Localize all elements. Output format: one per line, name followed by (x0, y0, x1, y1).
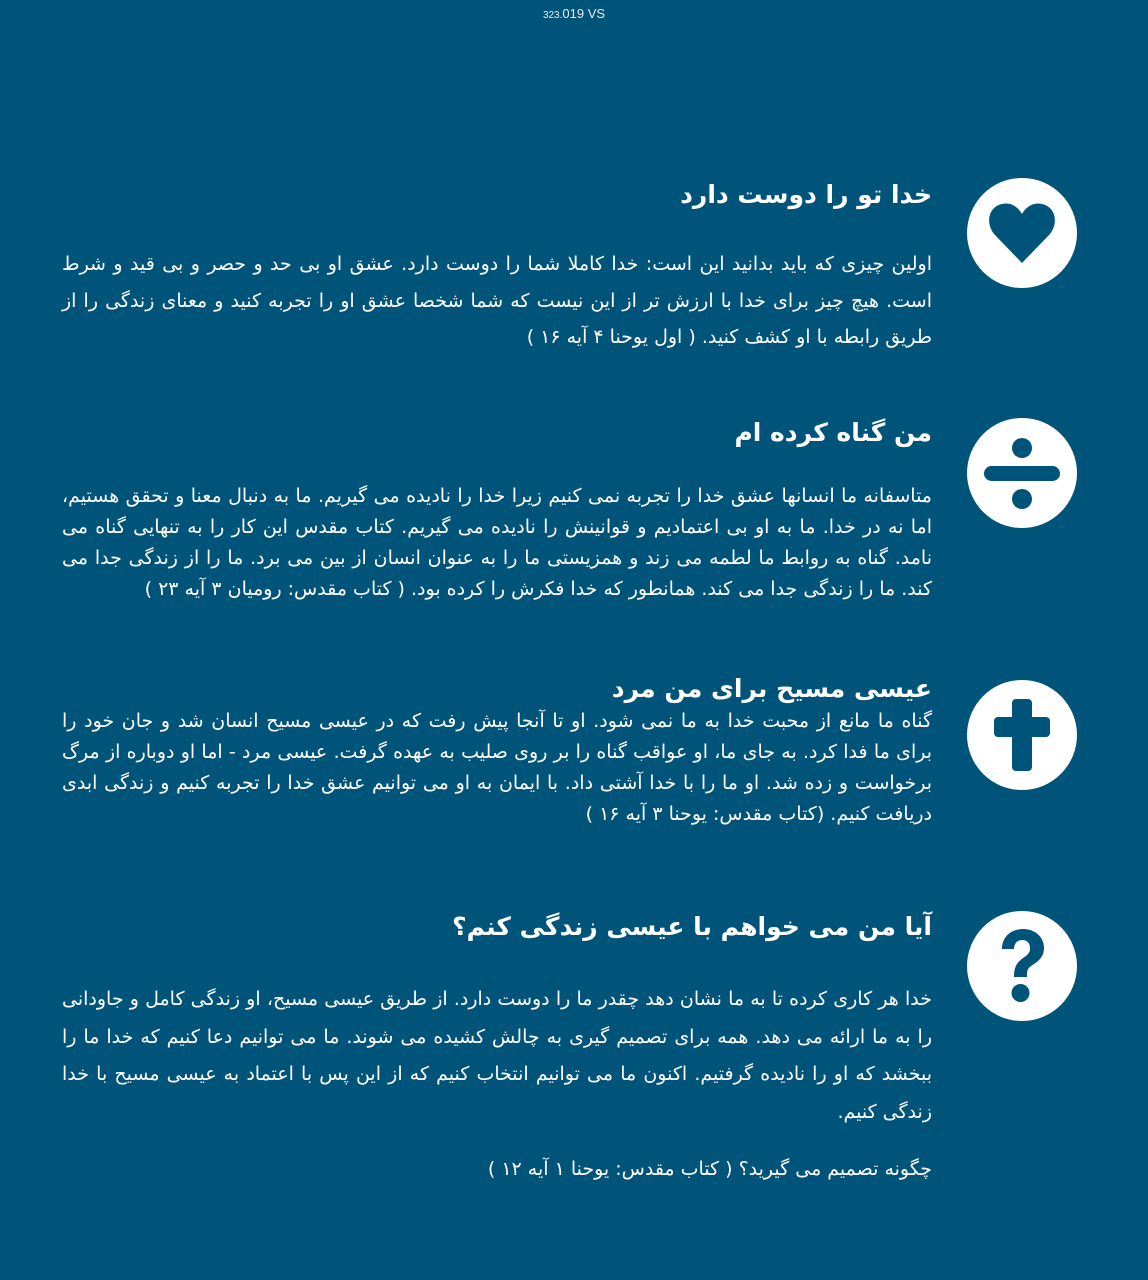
section-text (62, 910, 932, 1188)
section-paragraph: اولین چیزی که باید بدانید این است: خدا کاملا شما را دوست دارد. عشق او بی حد و حصر و بی قید و شرط است. هیچ چیز برای خدا با ارزش تر از این نیست که شما شخصا عشق او را تجربه کنید و معنای زندگی را از طریق رابطه با او کشف کنید. ( اول یوحنا ۴ آیه ۱۶ ) (62, 253, 932, 348)
section-paragraph: گناه ما مانع از محبت خدا به ما نمی شود. او تا آنجا پیش رفت که در عیسی مسیح انسان شد و جان خود را برای ما فدا کرد. به جای ما، او عواقب گناه را بر روی صلیب به عهده گرفت. عیسی مرد - اما او دوباره از مرگ برخواست و زده شد. او ما را با خدا آشتی داد. با ایمان به او می توانیم عشق خدا را تجربه کنیم و زندگی ابدی دریافت کنیم. (کتاب مقدس: یوحنا ۳ آیه ۱۶ ) (62, 710, 932, 825)
question-mark-icon (967, 911, 1077, 1021)
section-live-with-jesus (60, 910, 1090, 1200)
version-number: 019 VS (562, 6, 606, 21)
cross-icon (967, 680, 1077, 790)
section-text (62, 178, 932, 356)
version-prefix: 323. (542, 10, 563, 21)
section-title: آیا من می خواهم با عیسی زندگی کنم؟ (452, 912, 932, 941)
section-text (62, 672, 932, 830)
section-jesus-died-for-me (60, 672, 1090, 852)
section-paragraph: خدا هر کاری کرده تا به ما نشان دهد چقدر ما را دوست دارد. از طریق عیسی مسیح، او زندگی کامل و جاودانی را به ما ارائه می دهد. همه برای تصمیم گیری به چالش کشیده می شوند. ما می توانیم دعا کنیم که خدا ما را ببخشد که او را نادیده گرفتیم. اکنون ما می توانیم انتخاب کنیم که از این پس با اعتماد به عیسی مسیح با خدا زندگی کنیم. (62, 988, 932, 1123)
section-i-have-sinned (60, 416, 1090, 656)
section-title: عیسی مسیح برای من مرد (611, 674, 932, 703)
section-god-loves-you (60, 178, 1090, 358)
section-reference: چگونه تصمیم می گیرید؟ ( کتاب مقدس: یوحنا ۱ آیه ۱۲ ) (487, 1158, 932, 1180)
heart-icon (967, 178, 1077, 288)
divide-icon (967, 418, 1077, 528)
section-title: خدا تو را دوست دارد (680, 180, 932, 209)
section-paragraph: متاسفانه ما انسانها عشق خدا را تجربه نمی کنیم زیرا خدا را نادیده می گیریم. ما به دنبال معنا و تحقق هستیم، اما نه در خدا. ما به او بی اعتمادیم و قوانینش را نادیده می گیریم. کتاب مقدس این کار را به تنهایی گناه می نامد. گناه به روابط ما لطمه می زند و همزیستی ما را به عنوان انسان از بین می برد. ما را از زندگی جدا می کند. ما را زندگی جدا می کند. همانطور که خدا فکرش را کرده بود. ( کتاب مقدس: رومیان ۳ آیه ۲۳ ) (62, 485, 932, 600)
section-text (62, 416, 932, 605)
section-title: من گناه کرده ام (734, 418, 932, 447)
version-label (0, 6, 1148, 21)
